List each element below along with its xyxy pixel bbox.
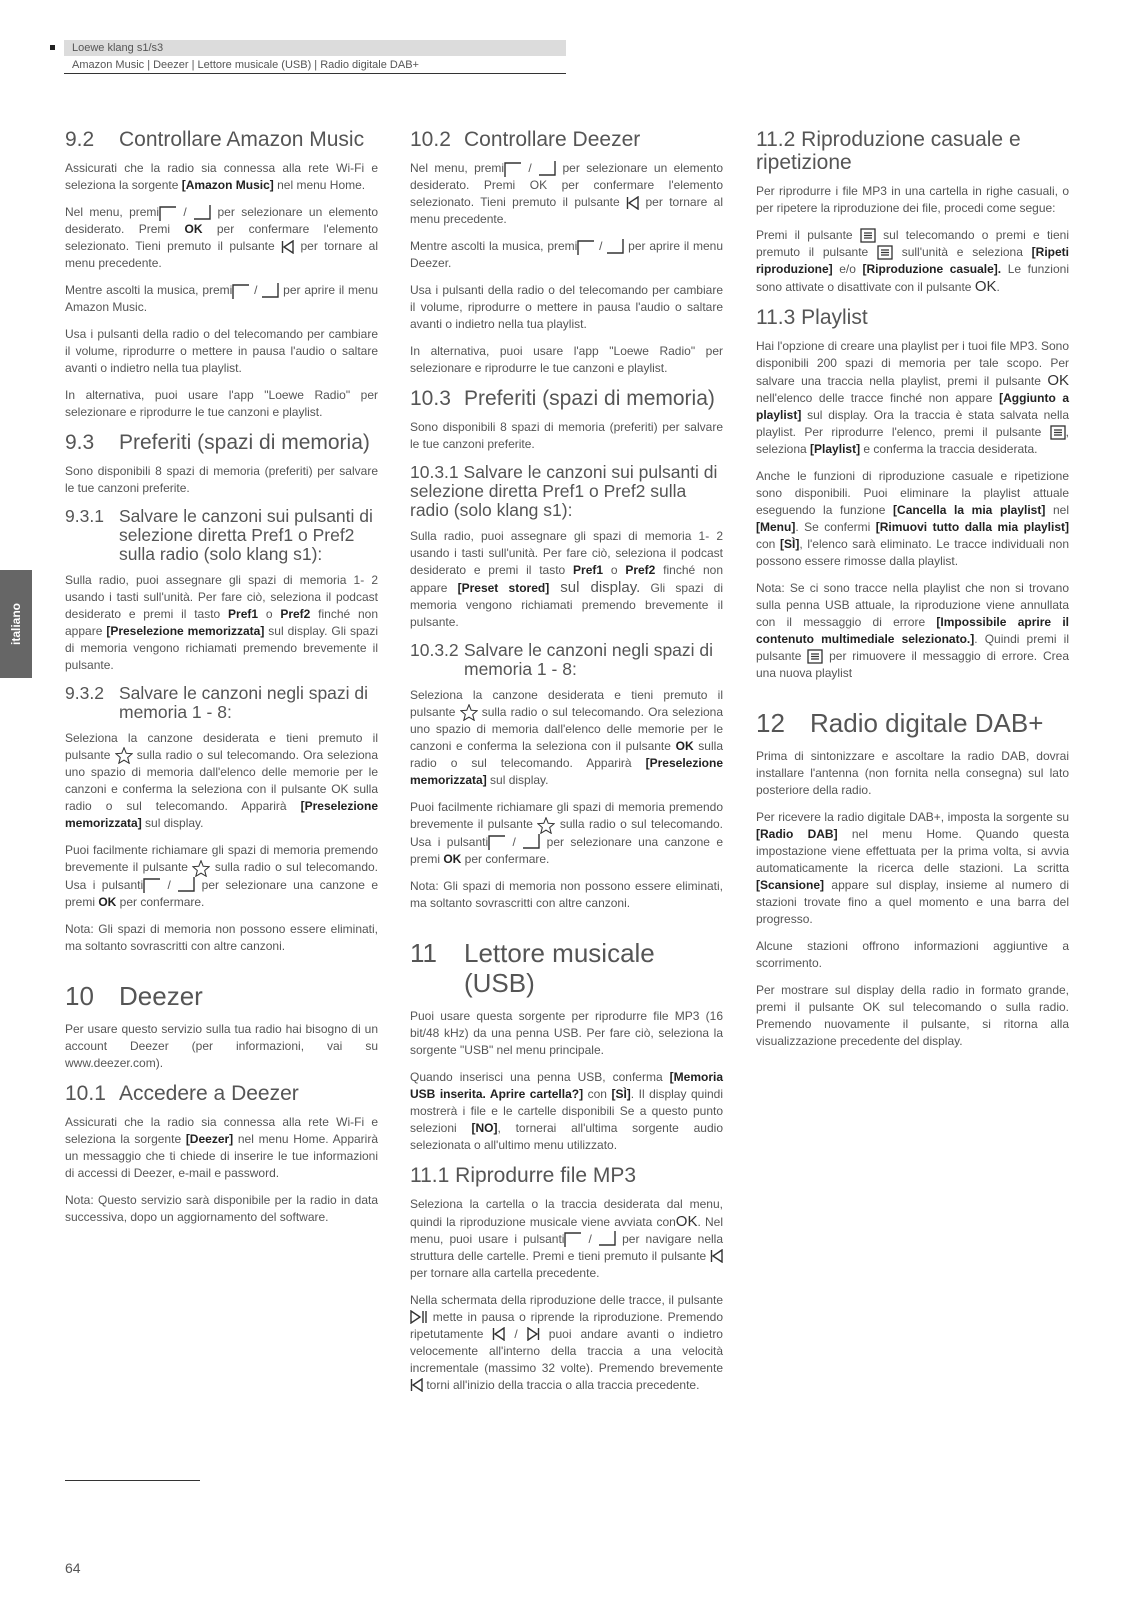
down-arrow-icon [538,161,556,177]
paragraph: Nel menu, premi / per selezionare un elemento desiderato. Premi OK per confermare l'elemento selezionato. Tieni premuto il pulsante per tornare al menu precedente. [410,161,723,226]
paragraph: Hai l'opzione di creare una playlist per i tuoi file MP3. Sono disponibili 200 spazi di memoria per tale scopo. Per salvare una traccia nella playlist, premi il pulsante OK nell'elenco delle tracce finché non appare [Aggiunto a playlist] sul display. Ora la traccia è stata salvata nella playlist. Per riprodurre l'elenco, premi il pulsante , seleziona [Playlist] e conferma la traccia desiderata. [756,339,1069,456]
up-arrow-icon [504,161,522,177]
previous-icon [492,1327,505,1341]
column-1 [65,128,378,1236]
paragraph: In alternativa, puoi usare l'app "Loewe Radio" per selezionare e riprodurre le tue canzoni e playlist. [410,344,723,375]
down-arrow-icon [261,283,279,299]
menu-icon [860,228,876,243]
paragraph: Seleziona la cartella o la traccia desiderata dal menu, quindi la riproduzione musicale viene avviata conOK. Nel menu, puoi usare i pulsanti / per navigare nella struttura delle cartelle. Premi e tieni premuto il pulsante per tornare alla cartella precedente. [410,1196,724,1280]
language-tab-label: italiano [9,602,23,646]
heading-10-3-2: 10.3.2 Salvare le canzoni negli spazi di memoria 1 - 8: [410,640,714,679]
paragraph: Quando inserisci una penna USB, conferma [Memoria USB inserita. Aprire cartella?] con [SÌ]. Il display quindi mostrerà i file e le cartelle disponibili Se a questo punto selezioni [NO], tornerai all'ultima sorgente audio selezionata o all'ultimo menu utilizzato. [410,1069,723,1152]
heading-9-3: 9.3 Preferiti (spazi di memoria) [65,431,370,454]
up-arrow-icon [577,239,595,255]
up-arrow-icon [488,834,506,850]
star-icon [460,704,478,721]
paragraph: Nota: Gli spazi di memoria non possono essere eliminati, ma soltanto sovrascritti con altre canzoni. [65,921,378,953]
play-pause-icon [410,1310,428,1324]
up-arrow-icon [159,205,177,221]
header-product: Loewe klang s1/s3 [64,40,566,56]
paragraph: Seleziona la canzone desiderata e tieni premuto il pulsante sulla radio o sul telecomando. Ora seleziona uno spazio di memoria dall'elenco delle memorie per le canzoni e conferma la seleziona con il pulsante OK sulla radio o sul telecomando. Apparirà [Preselezione memorizzata] sul display. [65,731,379,831]
paragraph: Premi il pulsante sul telecomando o premi e tieni premuto il pulsante sull'unità e seleziona [Ripeti riproduzione] e/o [Riproduzione casuale]. Le funzioni sono attivate o disattivate con il pulsante OK. [756,228,1069,295]
column-3 [756,128,1069,1060]
paragraph: Per mostrare sul display della radio in formato grande, premi il pulsante OK sul telecomando o sulla radio. Premendo nuovamente il pulsante, si ritorna alla visualizzazione precedente del display. [756,983,1069,1048]
paragraph: Sulla radio, puoi assegnare gli spazi di memoria 1- 2 usando i tasti sull'unità. Per fare ciò, seleziona il podcast desiderato e premi il tasto Pref1 o Pref2 finché non appare [Preselezione memorizzata] sul display. Gli spazi di memoria vengono richiamati premendo brevemente il pulsante. [65,573,378,672]
paragraph: Mentre ascolti la musica, premi / per aprire il menu Deezer. [410,239,723,270]
paragraph: Puoi facilmente richiamare gli spazi di memoria premendo brevemente il pulsante sulla radio o sul telecomando. Usa i pulsanti / per selezionare una canzone e premi OK per confermare. [65,843,379,909]
down-arrow-icon [522,834,540,850]
back-icon [710,1249,723,1263]
paragraph: In alternativa, puoi usare l'app "Loewe Radio" per selezionare e riprodurre le tue canzoni e playlist. [65,388,378,419]
down-arrow-icon [606,239,624,255]
paragraph: Sono disponibili 8 spazi di memoria (preferiti) per salvare le tue canzoni preferite. [65,464,378,495]
back-icon [281,240,294,254]
menu-icon [877,245,893,260]
next-icon [527,1327,540,1341]
paragraph: Mentre ascolti la musica, premi / per aprire il menu Amazon Music. [65,283,378,314]
paragraph: Anche le funzioni di riproduzione casuale e ripetizione sono disponibili. Puoi eliminare la playlist attuale eseguendo la funzione [Cancella la mia playlist] nel [Menu]. Se confermi [Rimuovi tutto dalla mia playlist] con [SÌ], l'elenco sarà eliminato. Le tracce individuali non possono essere rimosse dalla playlist. [756,469,1069,568]
header-bullet [50,45,55,50]
paragraph: Prima di sintonizzare e ascoltare la radio DAB, dovrai installare l'antenna (non fornita nella consegna) sul lato posteriore della radio. [756,749,1069,797]
paragraph: Seleziona la canzone desiderata e tieni premuto il pulsante sulla radio o sul telecomando. Ora seleziona uno spazio di memoria dall'elenco delle memorie per le canzoni e conferma la seleziona con il pulsante OK sulla radio o sul telecomando. Apparirà [Preselezione memorizzata] sul display. [410,688,724,788]
heading-10-3: 10.3 Preferiti (spazi di memoria) [410,387,715,410]
heading-11-3: 11.3 Playlist [756,306,868,329]
column-2 [410,128,723,1404]
heading-9-3-1: 9.3.1 Salvare le canzoni sui pulsanti di selezione diretta Pref1 o Pref2 sulla radio (solo klang s1): [65,506,373,564]
paragraph: Nota: Se ci sono tracce nella playlist che non si trovano sulla penna USB attuale, la riproduzione viene annullata con il messaggio di errore [Impossibile aprire il contenuto multimediale selezionato.]. Quindi premi il pulsante per rimuovere il messaggio di errore. Crea una nuova playlist [756,581,1069,680]
star-icon [192,860,210,877]
down-arrow-icon [598,1231,616,1247]
heading-10-1: 10.1 Accedere a Deezer [65,1081,299,1105]
paragraph: Per usare questo servizio sulla tua radio hai bisogno di un account Deezer (per informazioni, vai su www.deezer.com). [65,1021,378,1070]
paragraph: Alcune stazioni offrono informazioni aggiuntive a scorrimento. [756,939,1069,970]
paragraph: Nella schermata della riproduzione delle tracce, il pulsante mette in pausa o riprende la riproduzione. Premendo ripetutamente / puoi andare avanti o indietro velocemente all'interno della traccia a una velocità incrementale (massimo 32 volte). Premendo brevemente torni all'inizio della traccia o alla traccia precedente. [410,1292,723,1392]
paragraph: Puoi usare questa sorgente per riprodurre file MP3 (16 bit/48 kHz) da una penna USB. Per fare ciò, seleziona la sorgente "USB" nel menu principale. [410,1008,723,1057]
back-icon [626,196,639,210]
heading-10-2: 10.2 Controllare Deezer [410,128,641,151]
paragraph: Usa i pulsanti della radio o del telecomando per cambiare il volume, riprodurre o mettere in pausa l'audio o saltare avanti o indietro nella tua playlist. [65,327,378,375]
star-icon [115,747,133,764]
paragraph: Nel menu, premi / per selezionare un elemento desiderato. Premi OK per confermare l'elemento selezionato. Tieni premuto il pulsante per tornare al menu precedente. [65,205,378,270]
down-arrow-icon [177,877,195,893]
page-number: 64 [65,1560,81,1576]
header-rule [64,73,566,74]
paragraph: Nota: Gli spazi di memoria non possono essere eliminati, ma soltanto sovrascritti con altre canzoni. [410,878,723,910]
paragraph: Nota: Questo servizio sarà disponibile per la radio in data successiva, dopo un aggiornamento del software. [65,1192,378,1224]
previous-icon [410,1378,423,1392]
heading-10-3-1: 10.3.1 Salvare le canzoni sui pulsanti di selezione diretta Pref1 o Pref2 sulla radio (solo klang s1): [410,462,718,520]
menu-icon [1050,425,1066,440]
up-arrow-icon [143,877,161,893]
paragraph: Usa i pulsanti della radio o del telecomando per cambiare il volume, riprodurre o mettere in pausa l'audio o saltare avanti o indietro nella tua playlist. [410,283,723,331]
header-breadcrumb: Amazon Music | Deezer | Lettore musicale (USB) | Radio digitale DAB+ [72,59,419,71]
paragraph: Per ricevere la radio digitale DAB+, imposta la sorgente su [Radio DAB] nel menu Home. Quando questa impostazione viene effettuata per la prima volta, si avvia automaticamente la ricerca delle stazioni. La scritta [Scansione] appare sul display, insieme al numero di stazioni trovate fino a quel momento e una barra del progresso. [756,810,1069,926]
star-icon [537,817,555,834]
heading-11: 11 Lettore musicale (USB) [410,937,655,998]
down-arrow-icon [193,205,211,221]
up-arrow-icon [232,283,250,299]
language-tab [0,570,32,678]
up-arrow-icon [564,1231,582,1247]
paragraph: Per riprodurre i file MP3 in una cartella in righe casuali, o per ripetere la riproduzione dei file, procedi come segue: [756,184,1069,215]
heading-10: 10 Deezer [65,980,203,1011]
paragraph: Puoi facilmente richiamare gli spazi di memoria premendo brevemente il pulsante sulla radio o sul telecomando. Usa i pulsanti / per selezionare una canzone e premi OK per confermare. [410,800,724,866]
heading-9-3-2: 9.3.2 Salvare le canzoni negli spazi di memoria 1 - 8: [65,683,369,722]
footnote-rule [65,1480,200,1481]
heading-9-2: 9.2 Controllare Amazon Music [65,128,365,151]
paragraph: Sono disponibili 8 spazi di memoria (preferiti) per salvare le tue canzoni preferite. [410,420,723,451]
heading-12: 12 Radio digitale DAB+ [756,708,1044,738]
heading-11-2: 11.2 Riproduzione casuale e ripetizione [756,128,1021,174]
paragraph: Sulla radio, puoi assegnare gli spazi di memoria 1- 2 usando i tasti sull'unità. Per fare ciò, seleziona il podcast desiderato e premi il tasto Pref1 o Pref2 finché non appare [Preset stored] sul display. Gli spazi di memoria vengono richiamati premendo brevemente il pulsante. [410,529,723,629]
menu-icon [807,649,823,664]
paragraph: Assicurati che la radio sia connessa alla rete Wi-Fi e seleziona la sorgente [Deezer] nel menu Home. Apparirà un messaggio che ti chiede di inserire le tue informazioni di accessi di Deezer, e-mail e password. [65,1114,378,1180]
paragraph: Assicurati che la radio sia connessa alla rete Wi-Fi e seleziona la sorgente [Amazon Music] nel menu Home. [65,161,378,192]
heading-11-1: 11.1 Riprodurre file MP3 [410,1163,637,1187]
